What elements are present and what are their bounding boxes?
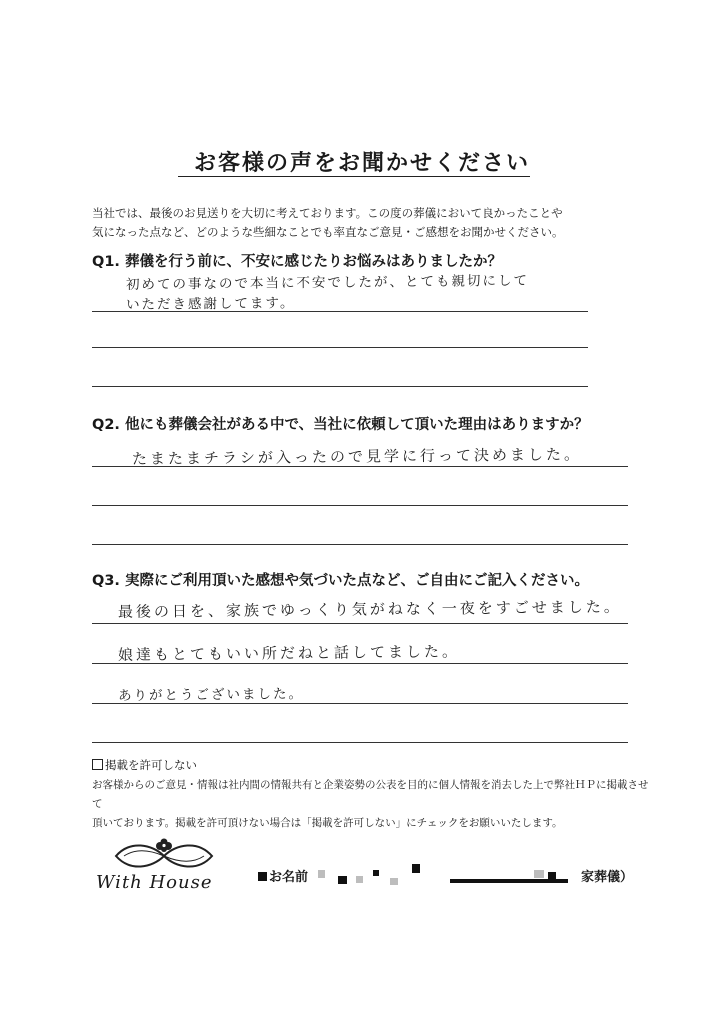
answer-1-rule-2 [92,347,588,348]
name-suffix: 家葬儀） [581,870,634,885]
redaction-mark [390,878,398,885]
answer-3-line-2: 娘達もとてもいい所だねと話してました。 [117,642,461,664]
redaction-mark [338,876,347,884]
page-title: お客様の声をお聞かせください [193,151,530,176]
privacy-notice-line-1: お客様からのご意見・情報は社内間の情報共有と企業姿勢の公表を目的に個人情報を消去した上で弊社ＨＰに掲載させて [92,779,649,810]
answer-2-line-1: たまたまチラシが入ったので見学に行って決めました。 [131,445,583,468]
privacy-notice [92,776,652,833]
consent-option[interactable] [92,757,197,773]
consent-checkbox[interactable] [92,759,103,770]
privacy-notice-line-2: 頂いております。掲載を許可頂けない場合は「掲載を許可しない」にチェックをお願いいたします。 [92,817,563,829]
answer-3-line-1: 最後の日を、家族でゆっくり気がねなく一夜をすごせました。 [117,597,622,621]
answer-1-line-2: いただき感謝してます。 [125,295,296,313]
name-bullet [258,872,267,881]
answer-1-rule-1 [92,311,588,312]
redaction-mark [356,876,363,883]
redaction-mark [318,870,325,878]
answer-1-line-1: 初めての事なので本当に不安でしたが、とても親切にして [125,272,530,293]
name-label: お名前 [258,866,308,885]
answer-1-rule-3 [92,386,588,387]
answer-3-rule-1 [92,623,628,624]
question-3: Q3. 実際にご利用頂いた感想や気づいた点など、ご自由にご記入ください。 [92,573,589,589]
answer-2-rule-2 [92,505,628,506]
intro-text [92,204,652,242]
answer-3-line-3: ありがとうございました。 [117,686,305,704]
answer-3-rule-2 [92,663,628,664]
redaction-mark [373,870,379,876]
answer-3-rule-4 [92,742,628,743]
answer-2-rule-1 [92,466,628,467]
question-1: Q1. 葬儀を行う前に、不安に感じたりお悩みはありましたか？ [92,254,502,270]
redaction-mark [548,872,556,880]
title-underline [178,176,530,177]
question-2: Q2. 他にも葬儀会社がある中で、当社に依頼して頂いた理由はありますか？ [92,417,589,433]
logo-text: With House [96,872,213,893]
answer-2-rule-3 [92,544,628,545]
answer-3-rule-3 [92,703,628,704]
redaction-mark [534,870,544,878]
redaction-mark [412,864,420,873]
consent-checkbox-label: 掲載を許可しない [105,758,197,772]
intro-line-2: 気になった点など、どのような些細なことでも率直なご意見・ご感想をお聞かせください。 [92,225,564,239]
intro-line-1: 当社では、最後のお見送りを大切に考えております。この度の葬儀において良かったことや [92,206,563,220]
